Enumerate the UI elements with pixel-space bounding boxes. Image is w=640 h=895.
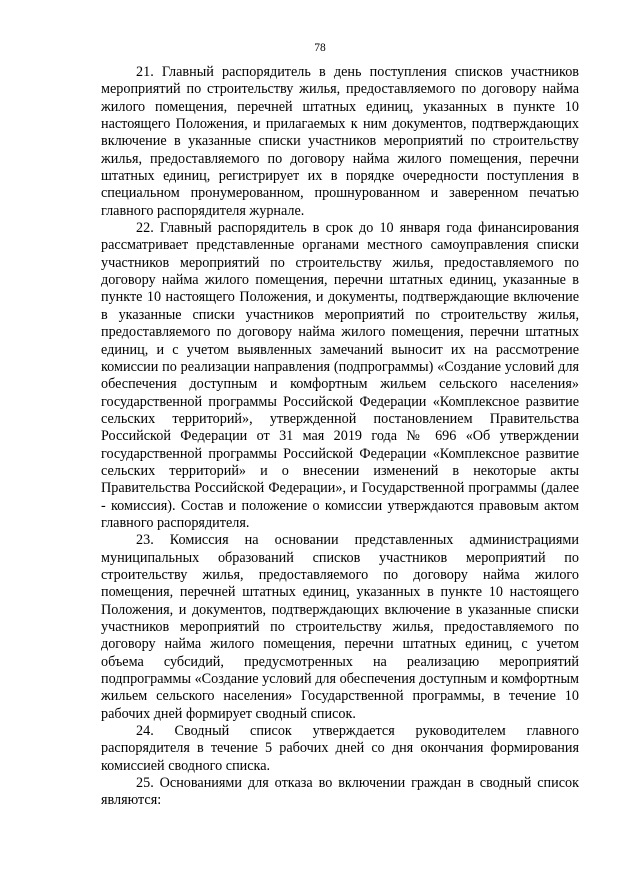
paragraph-23: 23. Комиссия на основании представленных администрациями муниципальных образований списков участников мероприятий по строительству жилья, предоставляемого по договору найма жилого помещения, перечней штатных единиц, указанных в пункте 10 настоящего Положения, и документов, подтверждающих включение в указанные списки участников мероприятий по строительству жилья, предоставляемого по договору найма жилого помещения, перечни штатных единиц, с учетом объема субсидий, предусмотренных на реализацию мероприятий подпрограммы «Создание условий для обеспечения доступным и комфортным жильем сельского населения» Государственной программы, в течение 10 рабочих дней формирует сводный список. bbox=[101, 532, 579, 722]
document-body bbox=[101, 64, 579, 810]
paragraph-25: 25. Основаниями для отказа во включении граждан в сводный список являются: bbox=[101, 775, 579, 809]
paragraph-24: 24. Сводный список утверждается руководителем главного распорядителя в течение 5 рабочих дней со дня окончания формирования комиссией сводного списка. bbox=[101, 723, 579, 774]
paragraph-21: 21. Главный распорядитель в день поступления списков участников мероприятий по строительству жилья, предоставляемого по договору найма жилого помещения, перечней штатных единиц, указанных в пункте 10 настоящего Положения, и прилагаемых к ним документов, подтверждающих включение в указанные списки участников мероприятий по строительству жилья, предоставляемого по договору найма жилого помещения, перечни штатных единиц, регистрирует их в порядке очередности поступления в специальном пронумерованном, прошнурованном и заверенном печатью главного распорядителя журнале. bbox=[101, 64, 579, 219]
paragraph-22: 22. Главный распорядитель в срок до 10 января года финансирования рассматривает представленные органами местного самоуправления списки участников мероприятий по строительству жилья, предоставляемого по договору найма жилого помещения, перечни штатных единиц, указанные в пункте 10 настоящего Положения, и документы, подтверждающие включение в указанные списки участников мероприятий по строительству жилья, предоставляемого по договору найма жилого помещения, перечни штатных единиц, и с учетом выявленных замечаний выносит их на рассмотрение комиссии по реализации направления (подпрограммы) «Создание условий для обеспечения доступным и комфортным жильем сельского населения» государственной программы Российской Федерации «Комплексное развитие сельских территорий», утвержденной постановлением Правительства Российской Федерации от 31 мая 2019 года № 696 «Об утверждении государственной программы Российской Федерации «Комплексное развитие сельских территорий» и о внесении изменений в некоторые акты Правительства Российской Федерации», и Государственной программы (далее - комиссия). Состав и положение о комиссии утверждаются правовым актом главного распорядителя. bbox=[101, 220, 579, 531]
page-number: 78 bbox=[314, 42, 326, 54]
